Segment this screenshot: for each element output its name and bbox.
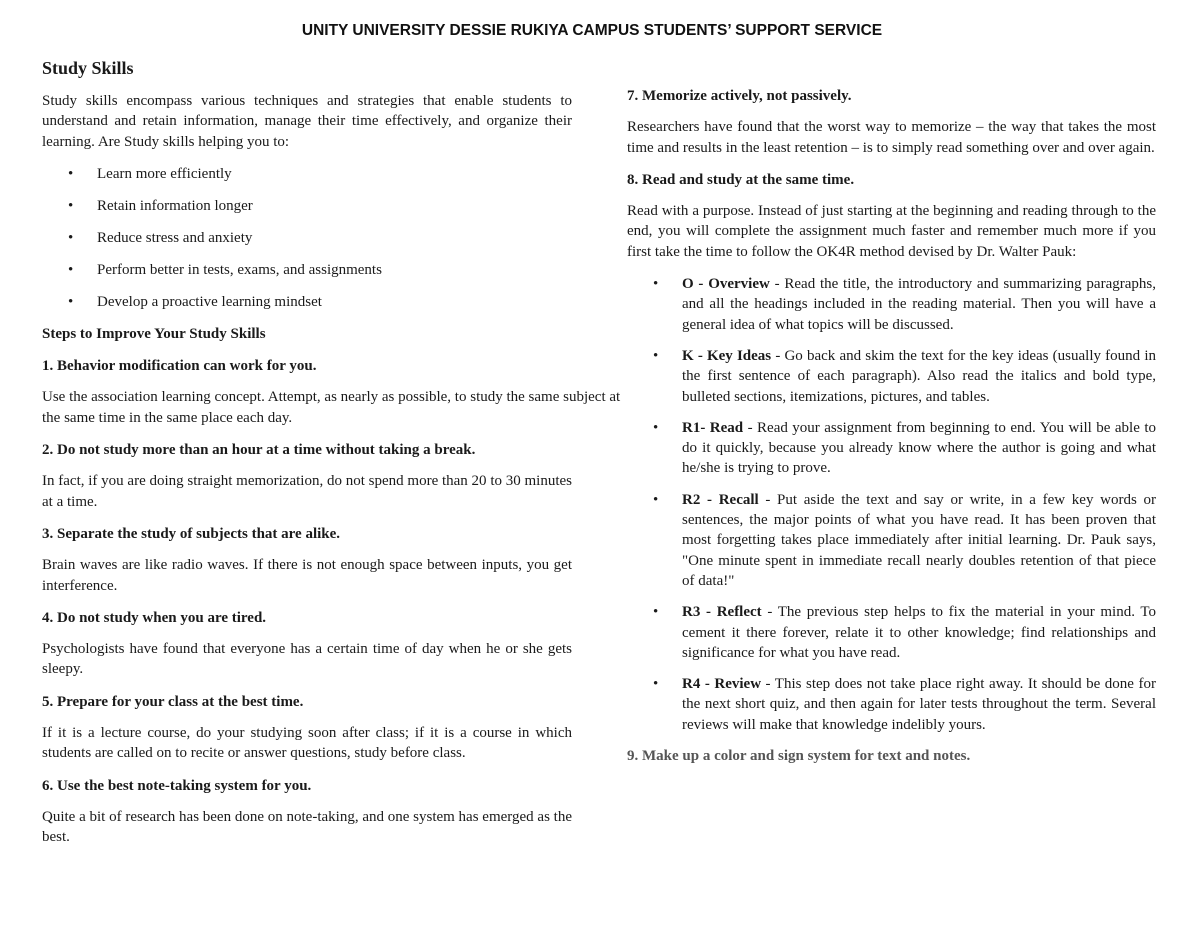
method-step-text: - Go back and skim the text for the key ideas (usually found in the first sentence of each paragraph). Also read the italics and bold type, bulleted sections, itemizations, pictures, and tables.: [682, 347, 1156, 405]
list-item: • Develop a proactive learning mindset: [42, 292, 572, 312]
method-step-label: O - Overview: [682, 276, 770, 293]
method-step-label: R3 - Reflect: [682, 604, 762, 621]
step-title: 5. Prepare for your class at the best time.: [42, 693, 304, 710]
list-item: [627, 490, 1156, 591]
right-column: [627, 86, 1156, 777]
list-item: • Retain information longer: [42, 196, 572, 216]
page-header: UNITY UNIVERSITY DESSIE RUKIYA CAMPUS STUDENTS’ SUPPORT SERVICE: [301, 22, 883, 39]
list-item: [627, 602, 1156, 663]
step-title: 1. Behavior modification can work for you.: [42, 358, 317, 375]
document-title: Study Skills: [42, 58, 134, 78]
list-item: [627, 346, 1156, 407]
method-step-label: R2 - Recall: [682, 491, 759, 508]
step-title: 9. Make up a color and sign system for text and notes.: [627, 748, 971, 765]
benefits-list: [42, 164, 572, 312]
list-item: • Reduce stress and anxiety: [42, 228, 572, 248]
list-item: • Learn more efficiently: [42, 164, 572, 184]
ok4r-method-list: [627, 274, 1156, 735]
step-title: 2. Do not study more than an hour at a time without taking a break.: [42, 442, 476, 459]
list-item: [627, 418, 1156, 479]
steps-heading: Steps to Improve Your Study Skills: [42, 325, 266, 342]
method-step-label: K - Key Ideas: [682, 347, 772, 364]
list-item: • Perform better in tests, exams, and assignments: [42, 260, 572, 280]
step-body: Read with a purpose. Instead of just starting at the beginning and reading through to the end, you will complete the assignment much faster and remember much more if you first take the time to follow the OK4R method devised by Dr. Walter Pauk:: [627, 203, 1156, 260]
method-step-label: R4 - Review: [682, 676, 762, 693]
method-step-text: - Read your assignment from beginning to end. You will be able to do it quickly, because you already know where the author is going and what he/she is trying to prove.: [682, 419, 1156, 477]
step-body: Brain waves are like radio waves. If there is not enough space between inputs, you get interference.: [42, 557, 572, 594]
step-body: In fact, if you are doing straight memorization, do not spend more than 20 to 30 minutes at a time.: [42, 473, 572, 510]
method-step-text: - The previous step helps to fix the material in your mind. To cement it there forever, relate it to other knowledge; find relationships and significance for what you have read.: [682, 604, 1156, 661]
step-body: Quite a bit of research has been done on note-taking, and one system has emerged as the best.: [42, 808, 572, 846]
step-title: 4. Do not study when you are tired.: [42, 609, 267, 626]
method-step-text: - This step does not take place right away. It should be done for the next short quiz, and then again for later tests throughout the term. Several reviews will make that knowledge indelibly yours.: [682, 676, 1156, 733]
step-body: If it is a lecture course, do your studying soon after class; if it is a course in which students are called on to recite or answer questions, study before class.: [42, 725, 572, 762]
left-column: [42, 52, 621, 860]
step-body: Use the association learning concept. Attempt, as nearly as possible, to study the same subject at the same time in the same place each day.: [42, 389, 621, 426]
step-title: 7. Memorize actively, not passively.: [627, 88, 852, 104]
method-step-text: - Put aside the text and say or write, in a few key words or sentences, the major points of what you have read. It has been proven that most forgetting takes place immediately after initial learning. Dr. Pauk says, "One minute spent in immediate recall nearly doubles retention of that piece of data!": [682, 491, 1156, 589]
method-step-text: - Read the title, the introductory and summarizing paragraphs, and all the headings included in the reading material. Then you will have a general idea of what topics will be discussed.: [682, 276, 1156, 333]
list-item: [627, 274, 1156, 335]
step-title: 6. Use the best note-taking system for you.: [42, 777, 312, 794]
intro-paragraph: Study skills encompass various techniques and strategies that enable students to understand and retain information, manage their time effectively, and organize their learning. Are Study skills helping you to:: [42, 93, 572, 150]
step-body: Researchers have found that the worst way to memorize – the way that takes the most time and results in the least retention – is to simply read something over and over again.: [627, 119, 1156, 156]
step-title: 8. Read and study at the same time.: [627, 171, 855, 188]
step-body: Psychologists have found that everyone has a certain time of day when he or she gets sleepy.: [42, 641, 572, 678]
method-step-label: R1- Read: [682, 419, 744, 436]
step-title: 3. Separate the study of subjects that are alike.: [42, 525, 341, 542]
list-item: [627, 674, 1156, 735]
